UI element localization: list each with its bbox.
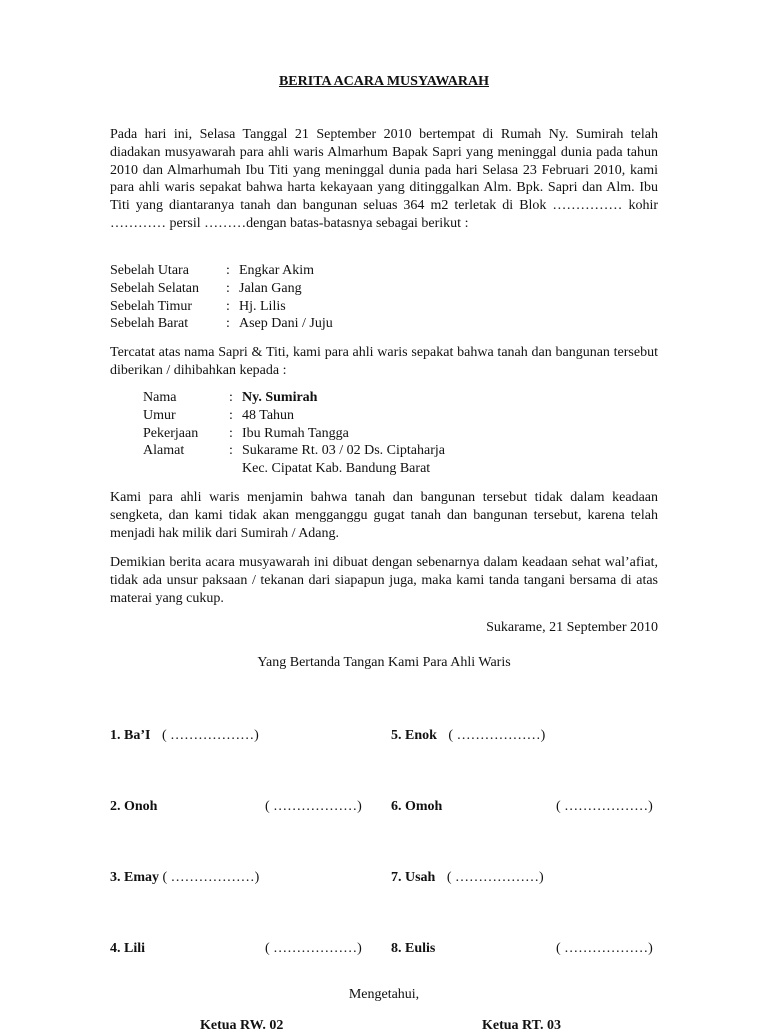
colon: : [229,390,233,405]
signer-6-line [556,798,653,816]
recipient-age-row [143,407,703,425]
signer-2 [110,798,157,816]
recipient-details [143,389,703,478]
recipient-address-line2: Kec. Cipatat Kab. Bandung Barat [242,461,431,477]
signer-name: 6. Omoh [391,799,443,814]
colon: : [229,425,233,441]
document-title: BERITA ACARA MUSYAWARAH [278,74,490,89]
rw-head-label: Ketua RW. 02 [200,1018,284,1033]
signature-line: ( ………………) [162,870,260,885]
signature-line: ( ………………) [556,941,653,956]
recipient-job: Ibu Rumah Tangga [242,425,349,441]
signer-4-line [265,940,362,958]
boundary-label: Sebelah Barat [110,316,189,332]
signature-line: ( ………………) [448,728,546,743]
field-label: Alamat [143,443,185,459]
signer-8 [391,940,435,958]
recipient-address-line1: Sukarame Rt. 03 / 02 Ds. Ciptaharja [242,443,445,459]
boundary-value: Engkar Akim [239,263,315,278]
field-label: Umur [143,407,176,423]
signature-line: ( ………………) [556,799,653,814]
signer-name: 8. Eulis [391,941,436,956]
recipient-name-row [143,389,703,407]
boundary-label: Sebelah Utara [110,263,189,278]
colon: : [229,407,233,423]
signer-4 [110,940,145,958]
signer-7 [391,869,544,887]
boundary-label: Sebelah Selatan [110,280,200,296]
boundary-south [110,280,670,298]
signer-6 [391,798,442,816]
boundary-west [110,315,670,333]
field-label: Nama [143,390,177,405]
signer-name: 4. Lili [110,941,146,956]
colon: : [226,280,230,296]
signer-name: 3. Emay [110,870,159,885]
boundary-value: Asep Dani / Juju [239,316,333,332]
signer-5 [391,727,545,745]
colon: : [229,443,233,459]
boundaries-list [110,262,670,333]
recipient-name: Ny. Sumirah [242,390,318,405]
recipient-job-row [143,425,703,443]
rt-head-label: Ketua RT. 03 [482,1018,561,1033]
acknowledged-label: Mengetahui, [348,987,420,1002]
signature-line: ( ………………) [265,941,362,956]
signer-name: 1. Ba’I [110,728,151,743]
colon: : [226,316,230,332]
signer-name: 7. Usah [391,870,436,885]
boundary-value: Jalan Gang [239,280,302,296]
signer-1 [110,727,259,745]
boundary-east [110,298,670,316]
opening-paragraph: Pada hari ini, Selasa Tanggal 21 September 2010 bertempat di Rumah Ny. Sumirah telah diadakan musyawarah para ahli waris Almarhum Bapak Sapri yang meninggal dunia pada tahun 2010 dan Almarhumah Ibu Titi yang meninggal dunia pada hari Selasa 23 Februari 2010, kami para ahli waris sepakat bahwa harta kekayaan yang ditinggalkan Alm. Bpk. Sapri dan Alm. Ibu Titi yang diantaranya tanah dan bangunan seluas 364 m2 terletak di Blok …………… kohir ………… persil ………dengan batas-batasnya sebagai berikut : [110,127,658,231]
boundary-value: Hj. Lilis [239,298,286,314]
colon: : [226,263,230,278]
signer-2-line [265,798,362,816]
recipient-address-row-2 [143,460,703,478]
signers-heading: Yang Bertanda Tangan Kami Para Ahli Waris [257,655,511,670]
place-date: Sukarame, 21 September 2010 [486,620,658,635]
signature-line: ( ………………) [265,799,362,814]
recipient-address-row [143,442,703,460]
recipient-age: 48 Tahun [242,407,295,423]
boundary-north [110,262,670,280]
recipient-intro-paragraph: Tercatat atas nama Sapri & Titi, kami para ahli waris sepakat bahwa tanah dan bangunan tersebut diberikan / dihibahkan kepada : [110,345,658,378]
closing-paragraph: Demikian berita acara musyawarah ini dibuat dengan sebenarnya dalam keadaan sehat wal’afiat, tidak ada unsur paksaan / tekanan dari siapapun juga, maka kami tanda tangani bersama di atas materai yang cukup. [110,555,658,606]
field-label: Pekerjaan [143,425,199,441]
guarantee-paragraph: Kami para ahli waris menjamin bahwa tanah dan bangunan tersebut tidak dalam keadaan sengketa, dan kami tidak akan mengganggu gugat tanah dan bangunan tersebut, karena telah menjadi hak milik dari Sumirah / Adang. [110,490,658,541]
colon: : [226,298,230,314]
signer-8-line [556,940,653,958]
signer-3 [110,869,259,887]
signer-name: 2. Onoh [110,799,158,814]
signature-line: ( ………………) [161,728,259,743]
signature-line: ( ………………) [446,870,544,885]
boundary-label: Sebelah Timur [110,298,193,314]
signer-name: 5. Enok [391,728,437,743]
